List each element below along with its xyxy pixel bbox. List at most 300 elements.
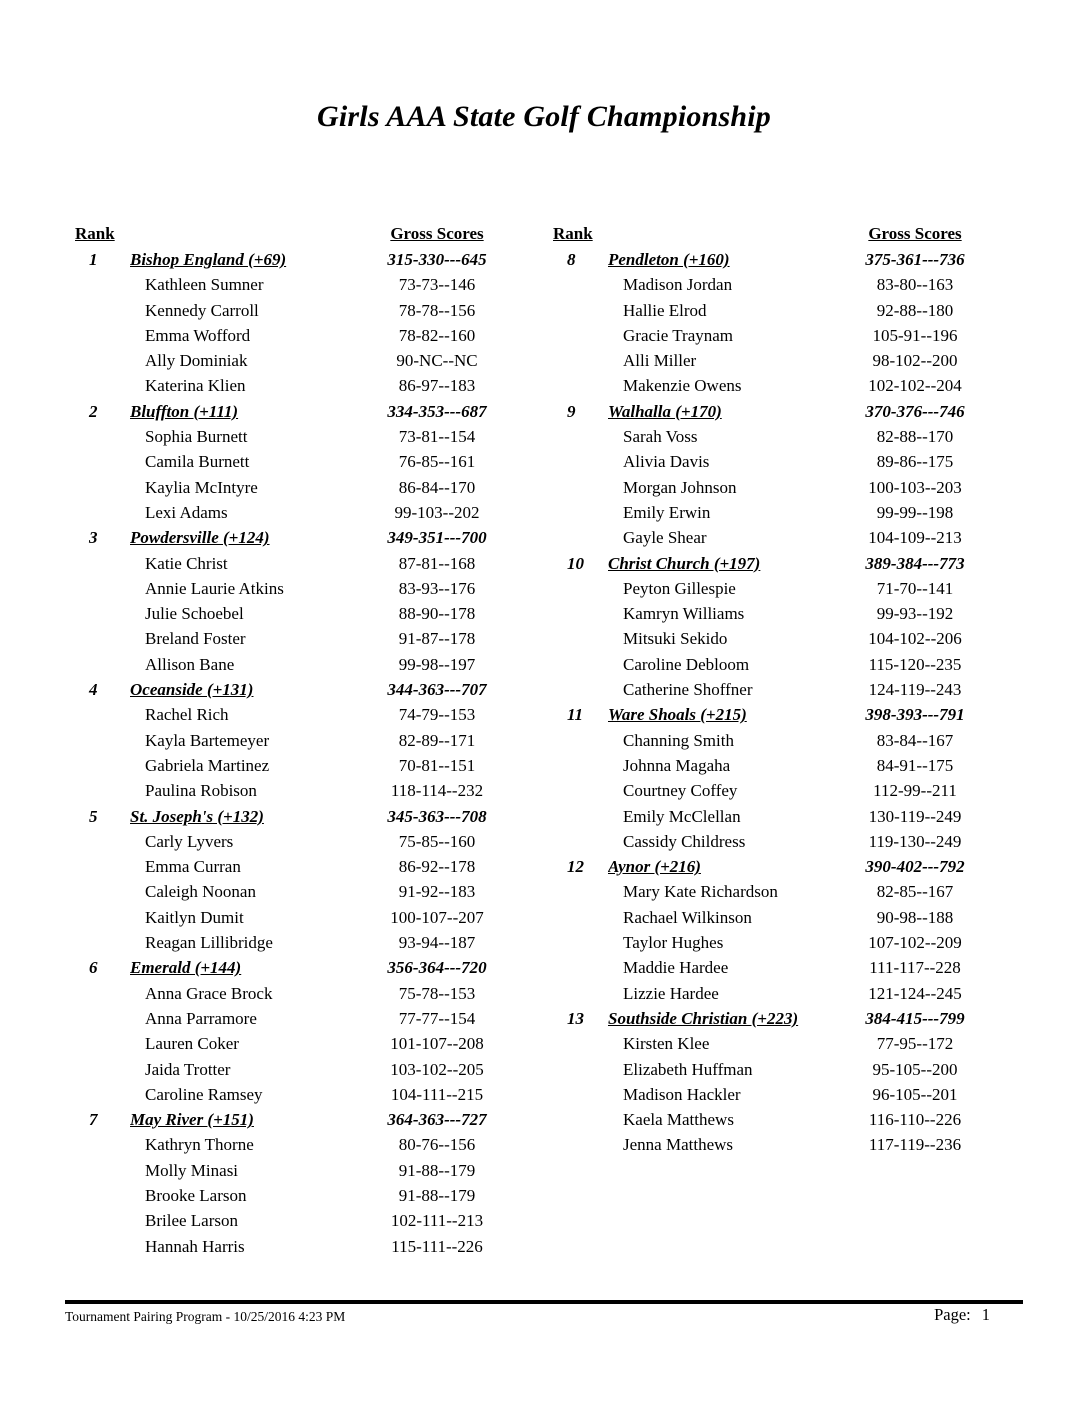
team-rank: 9 [567, 401, 576, 421]
player-rank [75, 652, 130, 677]
player-score: 80-76--156 [398, 1135, 476, 1155]
team-row [75, 247, 512, 272]
player-name: Emily Erwin [623, 502, 711, 522]
player-row [75, 1031, 512, 1056]
player-row [75, 854, 512, 879]
player-rank [75, 1132, 130, 1157]
document-title: Girls AAA State Golf Championship [317, 100, 771, 133]
player-name: Camila Burnett [145, 452, 250, 472]
player-row [75, 449, 512, 474]
player-rank [75, 702, 130, 727]
player-name: Makenzie Owens [623, 376, 742, 396]
player-score: 100-103--203 [868, 477, 962, 497]
player-row [75, 1158, 512, 1183]
player-name: Katie Christ [145, 553, 228, 573]
player-score: 90-NC--NC [396, 351, 478, 371]
team-rank: 8 [567, 250, 576, 269]
player-name: Hannah Harris [145, 1236, 245, 1256]
player-score: 78-82--160 [398, 325, 476, 345]
player-row [553, 449, 990, 474]
player-row [553, 500, 990, 525]
player-row [553, 1082, 990, 1107]
player-score: 82-88--170 [876, 427, 954, 447]
player-rank [553, 576, 608, 601]
column-header-row [553, 221, 990, 247]
player-rank [553, 475, 608, 500]
player-rank [75, 1006, 130, 1031]
player-name: Alli Miller [623, 351, 697, 371]
player-name: Molly Minasi [145, 1160, 239, 1180]
player-name: Reagan Lillibridge [145, 933, 273, 953]
player-score: 92-88--180 [876, 300, 954, 320]
team-name: Oceanside (+131) [130, 680, 254, 700]
team-row [553, 247, 990, 272]
team-score: 370-376---746 [865, 401, 965, 421]
player-name: Madison Hackler [623, 1084, 741, 1104]
player-row [553, 1031, 990, 1056]
player-name: Gracie Traynam [623, 325, 734, 345]
player-rank [75, 1031, 130, 1056]
player-rank [75, 753, 130, 778]
player-score: 107-102--209 [868, 933, 962, 953]
team-name: Powdersville (+124) [130, 528, 270, 548]
player-score: 115-120--235 [868, 654, 962, 674]
player-rank [75, 626, 130, 651]
team-score: 356-364---720 [387, 958, 487, 978]
player-rank [553, 1107, 608, 1132]
player-row [553, 804, 990, 829]
player-row [75, 323, 512, 348]
team-score: 389-384---773 [865, 553, 965, 573]
team-row [75, 399, 512, 424]
player-row [553, 955, 990, 980]
player-name: Kaela Matthews [623, 1110, 734, 1130]
player-row [553, 930, 990, 955]
player-score: 89-86--175 [876, 452, 954, 472]
player-row [75, 905, 512, 930]
player-score: 130-119--249 [868, 806, 962, 826]
player-score: 86-92--178 [398, 857, 476, 877]
player-row [75, 652, 512, 677]
player-score: 101-107--208 [390, 1034, 484, 1054]
player-score: 96-105--201 [872, 1084, 958, 1104]
player-score: 112-99--211 [873, 781, 957, 801]
player-row [75, 551, 512, 576]
player-rank [553, 298, 608, 323]
team-name: Pendleton (+160) [608, 250, 730, 269]
player-row [553, 753, 990, 778]
player-rank [75, 1158, 130, 1183]
player-row [553, 778, 990, 803]
player-name: Breland Foster [145, 629, 246, 649]
player-rank [75, 829, 130, 854]
player-row [75, 500, 512, 525]
player-name: Jaida Trotter [145, 1059, 231, 1079]
player-score: 71-70--141 [876, 578, 954, 598]
player-row [75, 298, 512, 323]
player-row [75, 601, 512, 626]
player-row [75, 930, 512, 955]
team-name: Christ Church (+197) [608, 553, 761, 573]
team-rank: 7 [89, 1110, 98, 1130]
player-name: Madison Jordan [623, 275, 733, 295]
player-rank [75, 272, 130, 297]
player-score: 77-95--172 [876, 1034, 954, 1054]
player-score: 73-81--154 [398, 427, 476, 447]
player-name: Catherine Shoffner [623, 680, 753, 700]
player-name: Johnna Magaha [623, 755, 731, 775]
player-row [553, 424, 990, 449]
team-score: 375-361---736 [865, 250, 965, 269]
team-name: Emerald (+144) [130, 958, 242, 978]
player-score: 91-87--178 [398, 629, 476, 649]
player-score: 73-73--146 [398, 275, 476, 295]
player-rank [553, 449, 608, 474]
player-row [75, 753, 512, 778]
player-rank [75, 1208, 130, 1233]
player-name: Rachael Wilkinson [623, 907, 752, 927]
player-score: 111-117--228 [869, 958, 961, 978]
player-score: 99-98--197 [398, 654, 476, 674]
team-name: May River (+151) [130, 1110, 254, 1130]
team-name: Bluffton (+111) [130, 401, 239, 421]
team-name: Bishop England (+69) [130, 250, 287, 269]
player-row [75, 1082, 512, 1107]
player-name: Brilee Larson [145, 1211, 238, 1231]
player-name: Kathryn Thorne [145, 1135, 254, 1155]
player-row [553, 373, 990, 398]
player-row [553, 601, 990, 626]
player-rank [553, 930, 608, 955]
player-rank [553, 804, 608, 829]
player-score: 99-99--198 [876, 502, 954, 522]
player-score: 99-93--192 [876, 604, 954, 624]
player-name: Emily McClellan [623, 806, 741, 826]
player-score: 87-81--168 [398, 553, 476, 573]
team-score: 398-393---791 [865, 705, 965, 725]
player-name: Carly Lyvers [145, 831, 234, 851]
player-rank [75, 551, 130, 576]
player-row [553, 525, 990, 550]
player-row [75, 702, 512, 727]
team-name: Ware Shoals (+215) [608, 705, 747, 725]
player-score: 105-91--196 [872, 325, 958, 345]
player-rank [553, 323, 608, 348]
team-row [553, 702, 990, 727]
player-score: 124-119--243 [868, 680, 962, 700]
team-name: St. Joseph's (+132) [130, 806, 264, 826]
team-score: 390-402---792 [865, 857, 965, 877]
player-row [553, 728, 990, 753]
player-score: 103-102--205 [390, 1059, 484, 1079]
player-row [553, 348, 990, 373]
player-row [75, 475, 512, 500]
player-row [553, 1057, 990, 1082]
player-score: 100-107--207 [390, 907, 484, 927]
player-row [75, 1183, 512, 1208]
player-name: Lauren Coker [145, 1034, 239, 1054]
team-rank: 6 [89, 958, 98, 978]
player-row [553, 677, 990, 702]
player-row [75, 1006, 512, 1031]
player-rank [553, 677, 608, 702]
player-score: 102-102--204 [868, 376, 962, 396]
player-rank [553, 879, 608, 904]
team-rank: 4 [89, 680, 98, 700]
player-rank [75, 879, 130, 904]
player-score: 70-81--151 [398, 755, 476, 775]
team-row [553, 854, 990, 879]
player-score: 91-88--179 [398, 1185, 476, 1205]
footer-rule [65, 1300, 1023, 1304]
team-rank: 12 [567, 857, 584, 877]
team-score: 345-363---708 [387, 806, 487, 826]
player-score: 84-91--175 [876, 755, 954, 775]
player-rank [75, 854, 130, 879]
player-name: Anna Parramore [145, 1008, 257, 1028]
player-score: 119-130--249 [868, 831, 962, 851]
player-score: 83-93--176 [398, 578, 476, 598]
team-row [75, 804, 512, 829]
team-rows-container [553, 247, 990, 1158]
player-rank [553, 753, 608, 778]
player-score: 86-84--170 [398, 477, 476, 497]
team-row [553, 551, 990, 576]
player-row [553, 626, 990, 651]
player-score: 74-79--153 [398, 705, 476, 725]
player-score: 115-111--226 [391, 1236, 483, 1256]
player-name: Caleigh Noonan [145, 882, 256, 902]
player-name: Kaitlyn Dumit [145, 907, 244, 927]
player-row [75, 879, 512, 904]
team-row [553, 1006, 990, 1031]
rank-header: Rank [553, 224, 593, 243]
player-name: Elizabeth Huffman [623, 1059, 753, 1079]
player-score: 102-111--213 [390, 1211, 484, 1231]
team-score: 315-330---645 [387, 250, 487, 269]
player-row [553, 272, 990, 297]
team-rows-container [75, 247, 512, 1259]
player-score: 121-124--245 [868, 983, 962, 1003]
player-row [75, 1208, 512, 1233]
player-name: Maddie Hardee [623, 958, 729, 978]
player-score: 98-102--200 [872, 351, 958, 371]
player-name: Courtney Coffey [623, 781, 738, 801]
player-rank [553, 778, 608, 803]
player-name: Kathleen Sumner [145, 275, 264, 295]
player-score: 83-84--167 [876, 730, 954, 750]
player-row [75, 272, 512, 297]
player-score: 75-78--153 [398, 983, 476, 1003]
player-row [75, 1132, 512, 1157]
team-rank: 2 [89, 401, 98, 421]
player-name: Sarah Voss [623, 427, 698, 447]
player-row [553, 1132, 990, 1157]
player-name: Sophia Burnett [145, 427, 248, 447]
player-score: 95-105--200 [872, 1059, 958, 1079]
team-name: Walhalla (+170) [608, 401, 722, 421]
player-score: 77-77--154 [398, 1008, 476, 1028]
player-name: Annie Laurie Atkins [145, 578, 284, 598]
player-rank [553, 1082, 608, 1107]
player-row [553, 1107, 990, 1132]
player-row [553, 652, 990, 677]
player-row [75, 373, 512, 398]
player-name: Caroline Debloom [623, 654, 750, 674]
player-name: Taylor Hughes [623, 933, 724, 953]
player-rank [75, 500, 130, 525]
player-name: Caroline Ramsey [145, 1084, 263, 1104]
player-score: 104-102--206 [868, 629, 962, 649]
player-row [75, 981, 512, 1006]
player-score: 104-109--213 [868, 528, 962, 548]
player-score: 78-78--156 [398, 300, 476, 320]
player-rank [75, 323, 130, 348]
player-row [553, 829, 990, 854]
player-name: Katerina Klien [145, 376, 246, 396]
gross-scores-header: Gross Scores [390, 224, 484, 243]
team-rank: 13 [567, 1008, 584, 1028]
player-score: 82-89--171 [398, 730, 476, 750]
player-name: Emma Curran [145, 857, 241, 877]
player-rank [75, 475, 130, 500]
player-score: 88-90--178 [398, 604, 476, 624]
team-name: Aynor (+216) [608, 857, 701, 877]
player-rank [75, 1057, 130, 1082]
player-name: Kirsten Klee [623, 1034, 710, 1054]
team-score: 349-351---700 [387, 528, 487, 548]
player-score: 90-98--188 [876, 907, 954, 927]
player-name: Peyton Gillespie [623, 578, 736, 598]
results-column-left [75, 221, 512, 1259]
team-score: 344-363---707 [387, 680, 487, 700]
gross-scores-header: Gross Scores [868, 224, 962, 243]
player-rank [553, 1132, 608, 1157]
results-column-right [553, 221, 990, 1259]
player-name: Gabriela Martinez [145, 755, 270, 775]
player-rank [75, 373, 130, 398]
player-rank [553, 829, 608, 854]
player-score: 86-97--183 [398, 376, 476, 396]
player-score: 76-85--161 [398, 452, 476, 472]
player-name: Gayle Shear [623, 528, 707, 548]
player-rank [75, 424, 130, 449]
team-rank: 10 [567, 553, 584, 573]
column-header-row [75, 221, 512, 247]
player-rank [553, 981, 608, 1006]
page-number-label: Page: [934, 1305, 971, 1324]
player-rank [75, 981, 130, 1006]
player-rank [75, 1183, 130, 1208]
player-row [553, 576, 990, 601]
player-rank [75, 728, 130, 753]
page-number [934, 1305, 990, 1325]
player-name: Kayla Bartemeyer [145, 730, 270, 750]
player-name: Paulina Robison [145, 781, 257, 801]
player-row [75, 626, 512, 651]
team-row [553, 399, 990, 424]
player-row [75, 829, 512, 854]
player-rank [553, 272, 608, 297]
player-row [75, 1057, 512, 1082]
player-name: Lexi Adams [145, 502, 228, 522]
player-rank [75, 298, 130, 323]
player-row [75, 1234, 512, 1259]
player-row [75, 576, 512, 601]
player-name: Mitsuki Sekido [623, 629, 728, 649]
player-row [553, 475, 990, 500]
player-rank [553, 626, 608, 651]
team-row [75, 955, 512, 980]
player-rank [553, 652, 608, 677]
player-rank [75, 905, 130, 930]
player-row [75, 728, 512, 753]
player-score: 117-119--236 [868, 1135, 962, 1155]
team-rank: 11 [567, 705, 584, 725]
player-score: 91-88--179 [398, 1160, 476, 1180]
player-name: Cassidy Childress [623, 831, 746, 851]
player-rank [553, 1057, 608, 1082]
player-name: Ally Dominiak [145, 351, 248, 371]
player-rank [75, 778, 130, 803]
player-row [553, 981, 990, 1006]
team-rank: 1 [89, 250, 98, 269]
player-row [75, 424, 512, 449]
team-score: 384-415---799 [865, 1008, 965, 1028]
player-name: Brooke Larson [145, 1185, 247, 1205]
player-rank [553, 525, 608, 550]
player-row [553, 323, 990, 348]
team-row [75, 1107, 512, 1132]
player-name: Anna Grace Brock [145, 983, 273, 1003]
player-name: Kennedy Carroll [145, 300, 259, 320]
player-name: Kamryn Williams [623, 604, 745, 624]
player-rank [75, 930, 130, 955]
player-rank [553, 373, 608, 398]
player-name: Channing Smith [623, 730, 734, 750]
player-rank [553, 955, 608, 980]
player-score: 75-85--160 [398, 831, 476, 851]
player-name: Kaylia McIntyre [145, 477, 258, 497]
player-rank [553, 424, 608, 449]
player-row [553, 879, 990, 904]
player-name: Rachel Rich [145, 705, 229, 725]
team-score: 334-353---687 [387, 401, 487, 421]
player-row [75, 778, 512, 803]
player-name: Julie Schoebel [145, 604, 244, 624]
player-score: 82-85--167 [876, 882, 954, 902]
team-score: 364-363---727 [387, 1110, 487, 1130]
player-rank [553, 348, 608, 373]
player-row [75, 348, 512, 373]
player-name: Emma Wofford [145, 325, 251, 345]
page-number-value: 1 [981, 1305, 990, 1324]
player-rank [75, 601, 130, 626]
results-columns [75, 221, 990, 1259]
player-row [553, 298, 990, 323]
player-score: 91-92--183 [398, 882, 476, 902]
team-rank: 3 [89, 528, 98, 548]
player-rank [553, 728, 608, 753]
player-score: 99-103--202 [394, 502, 480, 522]
player-rank [75, 348, 130, 373]
player-row [553, 905, 990, 930]
player-rank [553, 601, 608, 626]
player-rank [75, 1234, 130, 1259]
player-rank [553, 905, 608, 930]
player-name: Jenna Matthews [623, 1135, 734, 1155]
player-name: Alivia Davis [623, 452, 710, 472]
